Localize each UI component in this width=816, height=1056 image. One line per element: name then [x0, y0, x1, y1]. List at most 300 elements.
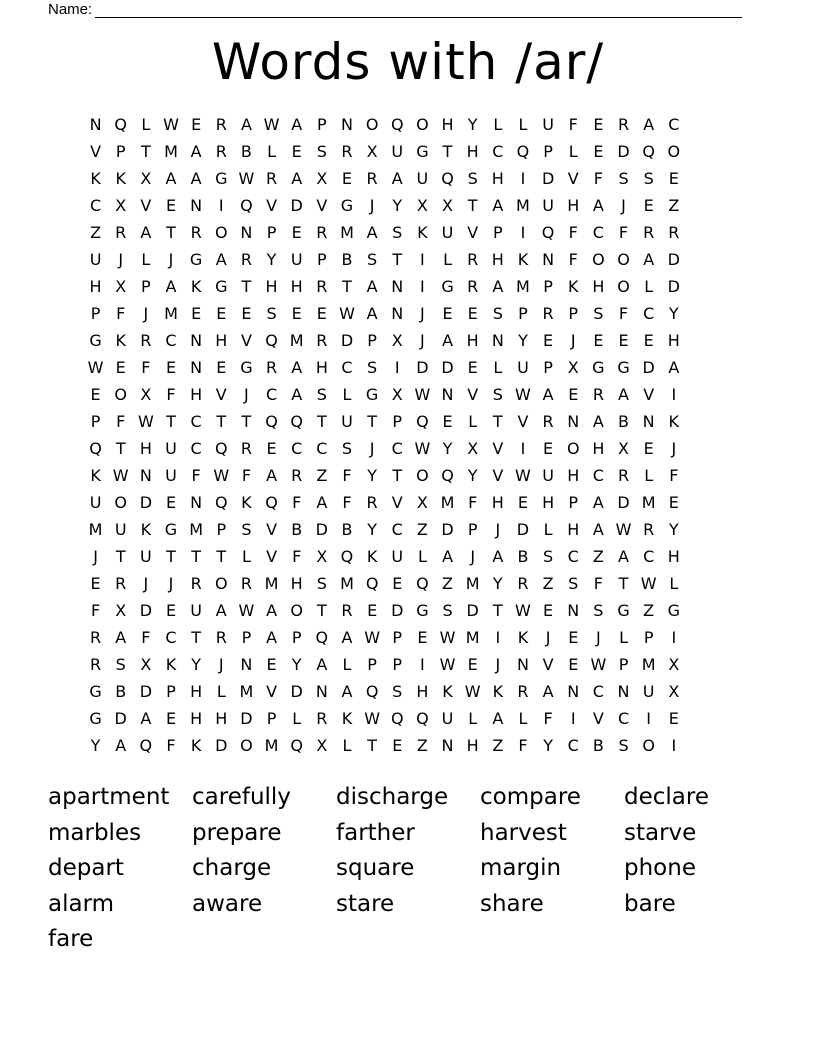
grid-cell[interactable]: A [492, 277, 504, 296]
grid-cell[interactable]: A [592, 520, 604, 539]
grid-cell[interactable]: H [290, 277, 303, 296]
grid-cell[interactable]: A [291, 169, 303, 188]
grid-cell[interactable]: O [617, 277, 630, 296]
grid-cell[interactable]: V [492, 439, 504, 458]
grid-cell[interactable]: L [468, 709, 478, 728]
grid-cell[interactable]: T [166, 223, 176, 242]
grid-cell[interactable]: V [542, 655, 554, 674]
grid-cell[interactable]: U [391, 142, 404, 161]
grid-cell[interactable]: L [669, 574, 679, 593]
grid-cell[interactable]: A [492, 196, 504, 215]
grid-cell[interactable]: R [215, 628, 227, 647]
grid-cell[interactable]: W [112, 466, 129, 485]
grid-cell[interactable]: N [491, 331, 504, 350]
grid-cell[interactable]: K [90, 169, 101, 188]
grid-cell[interactable]: S [316, 385, 327, 404]
grid-cell[interactable]: L [518, 115, 528, 134]
grid-cell[interactable]: V [391, 493, 403, 512]
grid-cell[interactable]: Y [191, 655, 202, 674]
grid-cell[interactable]: R [467, 250, 479, 269]
grid-cell[interactable]: E [643, 196, 654, 215]
grid-cell[interactable]: H [416, 682, 429, 701]
grid-cell[interactable]: K [165, 655, 177, 674]
grid-cell[interactable]: J [369, 439, 375, 458]
grid-cell[interactable]: D [617, 493, 630, 512]
grid-cell[interactable]: N [190, 358, 203, 377]
grid-cell[interactable]: E [442, 304, 453, 323]
grid-cell[interactable]: W [238, 601, 255, 620]
grid-cell[interactable]: T [392, 466, 403, 485]
grid-cell[interactable]: S [367, 250, 378, 269]
grid-cell[interactable]: Q [416, 412, 429, 431]
grid-cell[interactable]: B [291, 520, 303, 539]
grid-cell[interactable]: L [543, 520, 553, 539]
grid-cell[interactable]: E [216, 358, 227, 377]
grid-cell[interactable]: D [290, 682, 303, 701]
grid-cell[interactable]: X [668, 655, 680, 674]
grid-cell[interactable]: V [567, 169, 579, 188]
grid-cell[interactable]: L [619, 628, 628, 647]
grid-cell[interactable]: E [165, 709, 177, 728]
grid-cell[interactable]: Z [492, 736, 504, 755]
grid-cell[interactable]: E [442, 412, 453, 431]
grid-cell[interactable]: F [116, 304, 126, 323]
grid-cell[interactable]: F [241, 466, 252, 485]
grid-cell[interactable]: Q [390, 115, 404, 134]
grid-cell[interactable]: J [495, 520, 501, 539]
grid-cell[interactable]: N [391, 277, 404, 296]
grid-cell[interactable]: K [241, 493, 252, 512]
grid-cell[interactable]: Z [416, 520, 428, 539]
grid-cell[interactable]: R [265, 169, 278, 188]
grid-cell[interactable]: T [166, 547, 176, 566]
grid-cell[interactable]: H [466, 736, 479, 755]
grid-cell[interactable]: D [114, 709, 127, 728]
grid-cell[interactable]: S [367, 358, 378, 377]
grid-cell[interactable]: K [90, 466, 101, 485]
grid-cell[interactable]: W [414, 439, 431, 458]
grid-cell[interactable]: J [143, 574, 149, 593]
grid-cell[interactable]: Q [516, 142, 530, 161]
grid-cell[interactable]: A [316, 655, 328, 674]
grid-cell[interactable]: E [266, 439, 277, 458]
grid-cell[interactable]: V [215, 385, 227, 404]
grid-cell[interactable]: H [567, 520, 580, 539]
grid-cell[interactable]: F [568, 223, 578, 242]
grid-cell[interactable]: X [618, 439, 629, 458]
grid-cell[interactable]: D [667, 250, 680, 269]
grid-cell[interactable]: C [165, 331, 177, 350]
grid-cell[interactable]: N [567, 682, 580, 701]
grid-cell[interactable]: R [467, 277, 479, 296]
grid-cell[interactable]: G [416, 142, 429, 161]
grid-cell[interactable]: I [420, 655, 425, 674]
grid-cell[interactable]: N [391, 304, 404, 323]
grid-cell[interactable]: X [391, 331, 403, 350]
grid-cell[interactable]: J [93, 547, 98, 566]
grid-cell[interactable]: P [166, 682, 176, 701]
grid-cell[interactable]: W [87, 358, 104, 377]
grid-cell[interactable]: B [517, 547, 529, 566]
grid-cell[interactable]: R [115, 574, 127, 593]
grid-cell[interactable]: Y [442, 439, 453, 458]
grid-cell[interactable]: E [543, 601, 554, 620]
grid-cell[interactable]: T [115, 439, 126, 458]
grid-cell[interactable]: O [290, 601, 303, 620]
grid-cell[interactable]: V [140, 196, 152, 215]
grid-cell[interactable]: G [617, 601, 630, 620]
grid-cell[interactable]: R [90, 655, 102, 674]
grid-cell[interactable]: D [642, 358, 655, 377]
grid-cell[interactable]: J [470, 547, 476, 566]
grid-cell[interactable]: Q [365, 574, 379, 593]
grid-cell[interactable]: A [316, 493, 328, 512]
grid-cell[interactable]: U [290, 250, 303, 269]
grid-cell[interactable]: F [342, 493, 352, 512]
grid-cell[interactable]: A [240, 115, 252, 134]
grid-cell[interactable]: S [618, 736, 629, 755]
grid-cell[interactable]: Q [315, 628, 329, 647]
grid-cell[interactable]: J [118, 250, 124, 269]
grid-cell[interactable]: M [465, 628, 480, 647]
grid-cell[interactable]: P [317, 250, 327, 269]
grid-cell[interactable]: E [191, 115, 202, 134]
grid-cell[interactable]: Z [90, 223, 102, 242]
grid-cell[interactable]: J [621, 196, 626, 215]
grid-cell[interactable]: N [617, 682, 630, 701]
grid-cell[interactable]: C [492, 142, 504, 161]
grid-cell[interactable]: F [292, 547, 302, 566]
grid-cell[interactable]: N [516, 655, 529, 674]
grid-cell[interactable]: Y [392, 196, 403, 215]
grid-cell[interactable]: L [342, 385, 352, 404]
grid-cell[interactable]: U [542, 115, 554, 134]
grid-cell[interactable]: C [89, 196, 102, 215]
grid-cell[interactable]: V [467, 385, 479, 404]
grid-cell[interactable]: E [316, 304, 327, 323]
grid-cell[interactable]: Q [441, 466, 454, 485]
grid-cell[interactable]: R [240, 250, 252, 269]
grid-cell[interactable]: P [317, 115, 327, 134]
grid-cell[interactable]: F [593, 169, 603, 188]
grid-cell[interactable]: H [139, 439, 152, 458]
grid-cell[interactable]: C [567, 736, 579, 755]
grid-cell[interactable]: T [467, 196, 478, 215]
grid-cell[interactable]: E [90, 385, 101, 404]
grid-cell[interactable]: E [593, 142, 604, 161]
grid-cell[interactable]: L [568, 142, 578, 161]
grid-cell[interactable]: W [515, 466, 531, 485]
grid-cell[interactable]: Y [467, 115, 478, 134]
grid-cell[interactable]: N [567, 412, 580, 431]
grid-cell[interactable]: H [491, 250, 504, 269]
grid-cell[interactable]: N [190, 196, 203, 215]
grid-cell[interactable]: F [618, 223, 629, 242]
grid-cell[interactable]: L [292, 709, 302, 728]
grid-cell[interactable]: E [568, 655, 579, 674]
grid-cell[interactable]: E [291, 223, 302, 242]
grid-cell[interactable]: H [542, 493, 555, 512]
grid-cell[interactable]: E [668, 493, 679, 512]
grid-cell[interactable]: T [216, 412, 227, 431]
grid-cell[interactable]: U [542, 196, 554, 215]
grid-cell[interactable]: K [567, 277, 579, 296]
grid-cell[interactable]: N [240, 223, 253, 242]
grid-cell[interactable]: R [517, 574, 529, 593]
grid-cell[interactable]: E [291, 304, 302, 323]
grid-cell[interactable]: R [316, 277, 328, 296]
grid-cell[interactable]: Y [668, 520, 679, 539]
grid-cell[interactable]: P [568, 304, 579, 323]
grid-cell[interactable]: O [642, 736, 655, 755]
grid-cell[interactable]: H [567, 196, 580, 215]
grid-cell[interactable]: I [218, 196, 224, 215]
grid-cell[interactable]: B [240, 142, 252, 161]
grid-cell[interactable]: H [491, 493, 504, 512]
grid-cell[interactable]: P [90, 412, 101, 431]
grid-cell[interactable]: I [520, 169, 526, 188]
grid-cell[interactable]: J [420, 331, 425, 350]
grid-cell[interactable]: J [244, 385, 249, 404]
grid-cell[interactable]: Y [367, 520, 377, 539]
grid-cell[interactable]: W [615, 520, 632, 539]
grid-cell[interactable]: T [140, 142, 151, 161]
grid-cell[interactable]: F [141, 358, 151, 377]
grid-cell[interactable]: J [168, 250, 174, 269]
grid-cell[interactable]: O [365, 115, 379, 134]
grid-cell[interactable]: S [568, 574, 579, 593]
grid-cell[interactable]: U [441, 223, 454, 242]
grid-cell[interactable]: C [291, 439, 303, 458]
grid-cell[interactable]: W [364, 628, 381, 647]
grid-cell[interactable]: K [366, 547, 378, 566]
grid-cell[interactable]: H [215, 709, 228, 728]
grid-cell[interactable]: R [316, 331, 328, 350]
grid-cell[interactable]: R [240, 439, 252, 458]
grid-cell[interactable]: I [671, 736, 677, 755]
grid-cell[interactable]: M [465, 574, 480, 593]
grid-cell[interactable]: Y [367, 466, 377, 485]
grid-cell[interactable]: O [667, 142, 681, 161]
grid-cell[interactable]: I [520, 223, 526, 242]
grid-cell[interactable]: A [366, 223, 378, 242]
grid-cell[interactable]: F [166, 736, 176, 755]
grid-cell[interactable]: X [668, 682, 680, 701]
grid-cell[interactable]: D [466, 601, 479, 620]
grid-cell[interactable]: L [216, 682, 226, 701]
grid-cell[interactable]: S [266, 304, 277, 323]
grid-cell[interactable]: U [517, 358, 529, 377]
grid-cell[interactable]: A [592, 196, 604, 215]
grid-cell[interactable]: A [215, 250, 227, 269]
grid-cell[interactable]: O [114, 385, 127, 404]
grid-cell[interactable]: Y [291, 655, 302, 674]
grid-cell[interactable]: P [492, 223, 503, 242]
grid-cell[interactable]: X [140, 385, 152, 404]
grid-cell[interactable]: A [140, 223, 152, 242]
grid-cell[interactable]: V [643, 385, 655, 404]
grid-cell[interactable]: R [90, 628, 102, 647]
grid-cell[interactable]: E [216, 304, 227, 323]
grid-cell[interactable]: W [439, 655, 456, 674]
grid-cell[interactable]: G [592, 358, 605, 377]
grid-cell[interactable]: R [215, 142, 227, 161]
grid-cell[interactable]: E [543, 439, 554, 458]
grid-cell[interactable]: R [240, 574, 252, 593]
grid-cell[interactable]: L [141, 115, 151, 134]
grid-cell[interactable]: W [515, 601, 531, 620]
grid-cell[interactable]: W [364, 709, 381, 728]
grid-cell[interactable]: X [115, 277, 127, 296]
grid-cell[interactable]: G [416, 601, 429, 620]
grid-cell[interactable]: Q [214, 439, 228, 458]
grid-cell[interactable]: A [266, 601, 278, 620]
grid-cell[interactable]: T [492, 601, 503, 620]
grid-cell[interactable]: J [495, 655, 501, 674]
grid-cell[interactable]: Y [668, 304, 679, 323]
grid-cell[interactable]: S [543, 547, 554, 566]
grid-cell[interactable]: Z [668, 196, 680, 215]
grid-cell[interactable]: K [417, 223, 428, 242]
grid-cell[interactable]: O [416, 115, 429, 134]
grid-cell[interactable]: U [89, 493, 102, 512]
grid-cell[interactable]: I [420, 277, 425, 296]
grid-cell[interactable]: S [316, 142, 327, 161]
grid-cell[interactable]: U [441, 709, 454, 728]
grid-cell[interactable]: B [115, 682, 127, 701]
grid-cell[interactable]: P [392, 628, 403, 647]
grid-cell[interactable]: Z [592, 547, 604, 566]
grid-cell[interactable]: V [517, 412, 529, 431]
grid-cell[interactable]: E [568, 385, 579, 404]
grid-cell[interactable]: D [441, 520, 454, 539]
grid-cell[interactable]: Q [114, 115, 127, 134]
grid-cell[interactable]: R [341, 601, 353, 620]
grid-cell[interactable]: R [592, 385, 604, 404]
grid-cell[interactable]: X [316, 547, 328, 566]
grid-cell[interactable]: M [440, 493, 455, 512]
grid-cell[interactable]: C [643, 547, 655, 566]
grid-cell[interactable]: A [618, 547, 629, 566]
grid-cell[interactable]: R [341, 142, 353, 161]
grid-cell[interactable]: H [315, 358, 328, 377]
grid-cell[interactable]: H [265, 277, 278, 296]
grid-cell[interactable]: P [367, 655, 377, 674]
grid-cell[interactable]: R [643, 520, 655, 539]
grid-cell[interactable]: W [464, 682, 481, 701]
grid-cell[interactable]: I [495, 628, 501, 647]
grid-cell[interactable]: Q [265, 412, 278, 431]
grid-cell[interactable]: K [140, 520, 152, 539]
grid-cell[interactable]: F [116, 412, 126, 431]
grid-cell[interactable]: A [341, 682, 353, 701]
grid-cell[interactable]: O [214, 574, 228, 593]
grid-cell[interactable]: L [518, 709, 528, 728]
grid-cell[interactable]: Y [492, 574, 503, 593]
grid-cell[interactable]: F [568, 250, 578, 269]
grid-cell[interactable]: P [643, 628, 654, 647]
grid-cell[interactable]: G [89, 709, 102, 728]
grid-cell[interactable]: T [618, 574, 629, 593]
grid-cell[interactable]: D [541, 169, 555, 188]
grid-cell[interactable]: V [240, 331, 252, 350]
grid-cell[interactable]: R [542, 412, 554, 431]
grid-cell[interactable]: Q [416, 574, 429, 593]
grid-cell[interactable]: S [241, 520, 252, 539]
grid-cell[interactable]: V [90, 142, 102, 161]
grid-cell[interactable]: A [291, 115, 303, 134]
grid-cell[interactable]: L [493, 358, 503, 377]
grid-cell[interactable]: M [340, 574, 354, 593]
grid-cell[interactable]: U [165, 466, 177, 485]
grid-cell[interactable]: T [166, 412, 176, 431]
grid-cell[interactable]: X [366, 142, 378, 161]
grid-cell[interactable]: P [216, 520, 227, 539]
grid-cell[interactable]: P [367, 331, 377, 350]
grid-cell[interactable]: Z [316, 466, 328, 485]
grid-cell[interactable]: U [642, 682, 655, 701]
grid-cell[interactable]: T [191, 547, 202, 566]
grid-cell[interactable]: K [190, 736, 202, 755]
grid-cell[interactable]: H [215, 331, 228, 350]
grid-cell[interactable]: E [165, 196, 177, 215]
grid-cell[interactable]: O [240, 736, 253, 755]
grid-cell[interactable]: P [291, 628, 302, 647]
grid-cell[interactable]: L [644, 466, 654, 485]
grid-cell[interactable]: L [468, 412, 478, 431]
grid-cell[interactable]: O [617, 250, 630, 269]
grid-cell[interactable]: X [316, 169, 328, 188]
grid-cell[interactable]: G [365, 385, 379, 404]
grid-cell[interactable]: H [290, 574, 303, 593]
grid-cell[interactable]: Y [90, 736, 101, 755]
grid-cell[interactable]: A [391, 169, 403, 188]
grid-cell[interactable]: C [592, 682, 604, 701]
grid-cell[interactable]: X [467, 439, 479, 458]
grid-cell[interactable]: D [240, 709, 253, 728]
grid-cell[interactable]: T [392, 250, 403, 269]
grid-cell[interactable]: S [442, 601, 453, 620]
grid-cell[interactable]: H [441, 115, 454, 134]
grid-cell[interactable]: K [190, 277, 202, 296]
grid-cell[interactable]: X [140, 655, 152, 674]
grid-cell[interactable]: G [215, 277, 228, 296]
grid-cell[interactable]: V [266, 682, 278, 701]
grid-cell[interactable]: S [593, 304, 604, 323]
grid-cell[interactable]: K [341, 709, 353, 728]
grid-cell[interactable]: V [266, 196, 278, 215]
grid-cell[interactable]: V [467, 223, 479, 242]
grid-cell[interactable]: O [416, 466, 429, 485]
grid-cell[interactable]: D [416, 358, 429, 377]
grid-cell[interactable]: G [89, 682, 102, 701]
grid-cell[interactable]: E [643, 439, 654, 458]
grid-cell[interactable]: Q [290, 412, 303, 431]
grid-cell[interactable]: G [164, 520, 178, 539]
grid-cell[interactable]: R [140, 331, 152, 350]
grid-cell[interactable]: S [115, 655, 126, 674]
grid-cell[interactable]: L [267, 142, 277, 161]
grid-cell[interactable]: B [592, 736, 604, 755]
grid-cell[interactable]: Y [543, 736, 553, 755]
grid-cell[interactable]: A [542, 385, 554, 404]
grid-cell[interactable]: L [493, 115, 503, 134]
grid-cell[interactable]: P [266, 223, 277, 242]
grid-cell[interactable]: R [643, 223, 655, 242]
grid-cell[interactable]: D [441, 358, 454, 377]
grid-cell[interactable]: F [468, 493, 478, 512]
grid-cell[interactable]: M [289, 331, 304, 350]
